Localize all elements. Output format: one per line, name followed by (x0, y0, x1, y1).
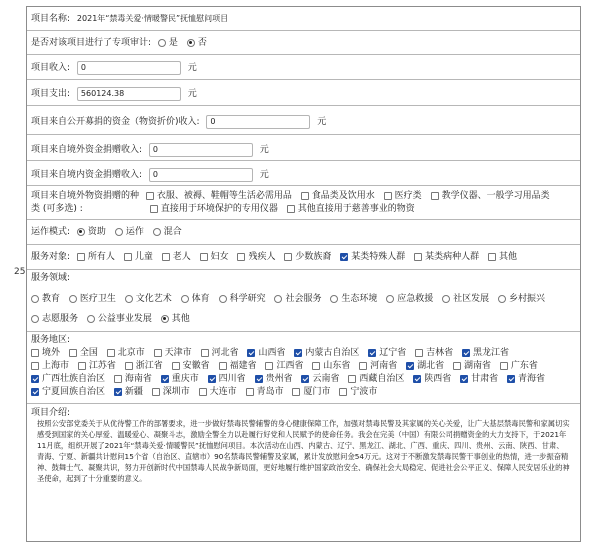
checkbox-checked[interactable] (208, 375, 216, 383)
operation-mode-label: 运作模式: (31, 227, 71, 237)
radio[interactable] (330, 295, 338, 303)
region-label: 四川省 (218, 374, 246, 384)
checkbox[interactable] (107, 349, 115, 357)
region-label: 青海省 (518, 374, 546, 384)
target-all-option[interactable] (77, 251, 115, 263)
field-education-option[interactable] (31, 293, 60, 305)
checkbox[interactable] (284, 253, 292, 261)
foreign-goods-label-2: 类 (可多选) : (31, 204, 83, 214)
checkbox[interactable] (339, 388, 347, 396)
region-label: 深圳市 (162, 387, 190, 397)
project-name-label: 项目名称: (31, 14, 71, 24)
checkbox-checked[interactable] (368, 349, 376, 357)
target-other-option[interactable] (488, 251, 517, 263)
checkbox-checked[interactable] (340, 253, 348, 261)
goods-other-option[interactable] (287, 203, 415, 215)
region-option[interactable] (31, 373, 105, 385)
field-label: 社区发展 (453, 294, 490, 304)
checkbox[interactable] (124, 253, 132, 261)
radio[interactable] (181, 295, 189, 303)
goods-daily-option[interactable] (146, 190, 292, 202)
checkbox[interactable] (201, 349, 209, 357)
field-welfare-option[interactable] (87, 313, 152, 325)
region-option[interactable] (247, 347, 285, 359)
region-option[interactable] (154, 347, 192, 359)
mode-mixed-option[interactable] (153, 226, 182, 238)
field-label: 社会服务 (285, 294, 322, 304)
foreign-funds-input[interactable]: 0 (149, 143, 253, 157)
field-label: 教育 (42, 294, 61, 304)
region-option[interactable] (415, 347, 453, 359)
checkbox[interactable] (265, 362, 273, 370)
region-option[interactable] (312, 360, 350, 372)
domestic-funds-unit: 元 (259, 170, 269, 180)
field-sports-option[interactable] (181, 293, 210, 305)
region-label: 海南省 (124, 374, 152, 384)
field-label: 乡村振兴 (509, 294, 546, 304)
checkbox[interactable] (125, 362, 133, 370)
mode-operate-option[interactable] (115, 226, 144, 238)
region-label: 广东省 (510, 361, 538, 371)
region-option[interactable] (31, 386, 105, 398)
public-funds-unit: 元 (317, 117, 327, 127)
goods-food-option[interactable] (301, 190, 375, 202)
region-label: 北京市 (117, 348, 145, 358)
mode-mixed-label: 混合 (163, 227, 182, 237)
region-option[interactable] (301, 373, 339, 385)
region-option[interactable] (31, 347, 60, 359)
region-option[interactable] (348, 373, 404, 385)
region-label: 内蒙古自治区 (305, 348, 360, 358)
target-disease-option[interactable] (414, 251, 479, 263)
audit-no-option[interactable] (187, 37, 207, 49)
checkbox-checked[interactable] (507, 375, 515, 383)
target-children-option[interactable] (124, 251, 153, 263)
radio-checked[interactable] (161, 315, 169, 323)
mode-fund-label: 资助 (87, 227, 106, 237)
service-field-label: 服务领域: (31, 273, 71, 283)
region-label: 宁夏回族自治区 (42, 387, 106, 397)
goods-medical-option[interactable] (384, 190, 422, 202)
region-label: 宁波市 (350, 387, 378, 397)
region-label: 福建省 (229, 361, 257, 371)
region-option[interactable] (507, 373, 545, 385)
radio[interactable] (77, 228, 85, 236)
region-option[interactable] (172, 360, 210, 372)
region-label: 厦门市 (303, 387, 331, 397)
checkbox[interactable] (69, 349, 77, 357)
region-label: 山东省 (323, 361, 351, 371)
audit-row (27, 31, 580, 55)
radio[interactable] (219, 295, 227, 303)
region-option[interactable] (208, 373, 246, 385)
radio-no[interactable] (187, 39, 195, 47)
goods-medical-label: 医疗类 (394, 191, 422, 201)
foreign-funds-label: 项目来自境外资金捐赠收入: (31, 145, 143, 155)
checkbox[interactable] (31, 349, 39, 357)
foreign-goods-label-1: 项目来自境外物资捐赠的种 (31, 191, 140, 201)
checkbox-checked[interactable] (413, 375, 421, 383)
region-label: 大连市 (209, 387, 237, 397)
mode-operate-label: 运作 (125, 227, 144, 237)
region-option[interactable] (161, 373, 199, 385)
region-option[interactable] (413, 373, 451, 385)
public-funds-label: 项目来自公开募捐的资金（物资折价)收入: (31, 117, 200, 127)
expense-unit: 元 (187, 89, 197, 99)
region-option[interactable] (199, 386, 237, 398)
region-label: 新疆 (124, 387, 143, 397)
radio[interactable] (31, 295, 39, 303)
checkbox[interactable] (287, 205, 295, 213)
target-label: 所有人 (87, 252, 115, 262)
checkbox[interactable] (246, 388, 254, 396)
checkbox[interactable] (162, 253, 170, 261)
target-label: 某类特殊人群 (351, 252, 406, 262)
checkbox[interactable] (114, 375, 122, 383)
radio[interactable] (125, 295, 133, 303)
field-label: 文化艺术 (135, 294, 172, 304)
intro-text: 按照公安部党委关于从优待警工作的部署要求，进一步做好禁毒民警辅警的身心健康保障工作，加强对禁毒民警及其家属的关心关爱，让广大基层禁毒民警和家属切实感受到国家的关心厚爱、温暖爱心、凝聚斗志，激励全警全力以赴履行好党和人民赋予的使命任务。我会在完美（中国）有限公司捐赠资金的大力支持下，于2021年11月底，组织开展了2021年“禁毒关爱·情暖警民”抚恤慰问项目。本次活动在山西、内蒙古、辽宁、黑龙江、湖北、广西、重庆、四川、贵州、云南、陕西、甘肃、青海、宁夏、新疆共计慰问15个省（自治区、直辖市）90名禁毒民警辅警及家属，累计发放慰问金54万元。这对于不断激发禁毒民警干事创业的热情，进一步振奋精神、鼓舞士气、凝聚共识，努力开创新时代中国禁毒人民战争新局面，更好地履行维护国家政治安全、确保社会大局稳定、促进社会公平正义、保障人民安居乐业的神圣使命，起到了十分重要的意义。 (37, 419, 570, 483)
public-funds-row (27, 106, 580, 135)
field-community-option[interactable] (442, 293, 489, 305)
checkbox-checked[interactable] (460, 375, 468, 383)
project-form (26, 6, 581, 542)
region-label: 江苏省 (88, 361, 116, 371)
foreign-funds-unit: 元 (259, 145, 269, 155)
checkbox-checked[interactable] (294, 349, 302, 357)
region-option[interactable] (246, 386, 284, 398)
region-option[interactable] (78, 360, 116, 372)
domestic-funds-label: 项目来自境内资金捐赠收入: (31, 170, 143, 180)
audit-yes-label: 是 (168, 38, 178, 48)
checkbox[interactable] (199, 388, 207, 396)
region-label: 广西壮族自治区 (42, 374, 106, 384)
region-label: 西藏自治区 (359, 374, 405, 384)
field-medical-option[interactable] (69, 293, 116, 305)
checkbox[interactable] (312, 362, 320, 370)
region-option[interactable] (201, 347, 239, 359)
radio[interactable] (442, 295, 450, 303)
radio-yes[interactable] (158, 39, 166, 47)
intro-row (27, 404, 580, 543)
field-rescue-option[interactable] (386, 293, 433, 305)
region-option[interactable] (114, 386, 143, 398)
checkbox[interactable] (200, 253, 208, 261)
region-label: 境外 (42, 348, 61, 358)
target-disabled-option[interactable] (237, 251, 275, 263)
checkbox-checked[interactable] (31, 388, 39, 396)
radio[interactable] (69, 295, 77, 303)
region-option[interactable] (500, 360, 538, 372)
field-culture-option[interactable] (125, 293, 172, 305)
region-option[interactable] (152, 386, 190, 398)
target-label: 其他 (499, 252, 518, 262)
service-target-row (27, 245, 580, 270)
income-row (27, 55, 580, 80)
service-target-label: 服务对象: (31, 252, 71, 262)
region-label: 湖南省 (464, 361, 492, 371)
field-label: 体育 (191, 294, 210, 304)
region-label: 河北省 (211, 348, 239, 358)
region-label: 安徽省 (182, 361, 210, 371)
region-option[interactable] (265, 360, 303, 372)
expense-label: 项目支出: (31, 89, 71, 99)
radio[interactable] (274, 295, 282, 303)
field-label: 生态环境 (341, 294, 378, 304)
goods-teaching-option[interactable] (431, 190, 550, 202)
income-label: 项目收入: (31, 63, 71, 73)
checkbox[interactable] (78, 362, 86, 370)
expense-input[interactable]: 560124.38 (77, 87, 181, 101)
target-special-option[interactable] (340, 251, 405, 263)
region-label: 吉林省 (426, 348, 454, 358)
checkbox-checked[interactable] (406, 362, 414, 370)
project-name-row (27, 7, 580, 31)
goods-food-label: 食品类及饮用水 (311, 191, 375, 201)
region-label: 上海市 (42, 361, 70, 371)
checkbox[interactable] (146, 192, 154, 200)
region-option[interactable] (69, 347, 98, 359)
region-label: 陕西省 (424, 374, 452, 384)
radio[interactable] (87, 315, 95, 323)
expense-row (27, 80, 580, 106)
domestic-funds-row (27, 161, 580, 186)
radio[interactable] (386, 295, 394, 303)
checkbox[interactable] (77, 253, 85, 261)
region-label: 甘肃省 (471, 374, 499, 384)
foreign-goods-row (27, 186, 580, 220)
region-option[interactable] (107, 347, 145, 359)
goods-env-option[interactable] (150, 203, 278, 215)
region-option[interactable] (294, 347, 359, 359)
service-region-row (27, 332, 580, 404)
goods-env-label: 直接用于环境保护的专用仪器 (160, 204, 278, 214)
field-rural-option[interactable] (498, 293, 545, 305)
region-label: 山西省 (258, 348, 286, 358)
audit-yes-option[interactable] (158, 37, 178, 49)
checkbox-checked[interactable] (114, 388, 122, 396)
region-option[interactable] (31, 360, 69, 372)
income-input[interactable]: 0 (77, 61, 181, 75)
checkbox[interactable] (150, 205, 158, 213)
checkbox[interactable] (431, 192, 439, 200)
region-label: 河南省 (370, 361, 398, 371)
income-unit: 元 (187, 63, 197, 73)
checkbox-checked[interactable] (161, 375, 169, 383)
target-label: 少数族裔 (295, 252, 332, 262)
mode-fund-option[interactable] (77, 226, 106, 238)
checkbox[interactable] (453, 362, 461, 370)
region-option[interactable] (462, 347, 509, 359)
checkbox[interactable] (237, 253, 245, 261)
field-label: 公益事业发展 (97, 314, 152, 324)
region-option[interactable] (292, 386, 330, 398)
checkbox[interactable] (172, 362, 180, 370)
goods-other-label: 其他直接用于慈善事业的物资 (297, 204, 415, 214)
region-label: 云南省 (312, 374, 340, 384)
region-label: 重庆市 (171, 374, 199, 384)
region-option[interactable] (219, 360, 257, 372)
checkbox[interactable] (359, 362, 367, 370)
foreign-funds-row (27, 135, 580, 161)
region-label: 全国 (79, 348, 98, 358)
region-option[interactable] (359, 360, 397, 372)
checkbox-checked[interactable] (301, 375, 309, 383)
checkbox[interactable] (301, 192, 309, 200)
public-funds-input[interactable]: 0 (206, 115, 310, 129)
project-name-value: 2021年“禁毒关爱·情暖警民”抚恤慰问项目 (76, 14, 229, 23)
target-label: 某类病种人群 (425, 252, 480, 262)
radio[interactable] (498, 295, 506, 303)
region-option[interactable] (255, 373, 293, 385)
region-label: 天津市 (164, 348, 192, 358)
audit-label: 是否对该项目进行了专项审计: (31, 38, 152, 48)
checkbox[interactable] (384, 192, 392, 200)
target-label: 老人 (172, 252, 191, 262)
region-label: 青岛市 (256, 387, 284, 397)
page-marker: 25 (14, 267, 26, 277)
field-label: 医疗卫生 (79, 294, 116, 304)
service-field-row (27, 270, 580, 332)
checkbox[interactable] (415, 349, 423, 357)
field-science-option[interactable] (219, 293, 266, 305)
operation-mode-row (27, 220, 580, 245)
checkbox[interactable] (414, 253, 422, 261)
checkbox-checked[interactable] (247, 349, 255, 357)
region-label: 贵州省 (265, 374, 293, 384)
target-minority-option[interactable] (284, 251, 331, 263)
region-label: 湖北省 (417, 361, 445, 371)
goods-daily-label: 衣服、被褥、鞋帽等生活必需用品 (156, 191, 292, 201)
checkbox[interactable] (292, 388, 300, 396)
field-label: 志愿服务 (42, 314, 79, 324)
checkbox[interactable] (152, 388, 160, 396)
field-social-option[interactable] (274, 293, 321, 305)
target-label: 儿童 (134, 252, 153, 262)
target-label: 妇女 (210, 252, 229, 262)
region-label: 黑龙江省 (473, 348, 510, 358)
checkbox[interactable] (154, 349, 162, 357)
field-other-option[interactable] (161, 313, 190, 325)
region-option[interactable] (114, 373, 152, 385)
field-volunteer-option[interactable] (31, 313, 78, 325)
checkbox[interactable] (31, 362, 39, 370)
checkbox[interactable] (500, 362, 508, 370)
audit-no-label: 否 (197, 38, 207, 48)
region-label: 辽宁省 (379, 348, 407, 358)
field-label: 其他 (171, 314, 190, 324)
radio[interactable] (31, 315, 39, 323)
region-option[interactable] (368, 347, 406, 359)
domestic-funds-input[interactable]: 0 (149, 168, 253, 182)
checkbox-checked[interactable] (31, 375, 39, 383)
region-option[interactable] (125, 360, 163, 372)
region-label: 江西省 (276, 361, 304, 371)
target-label: 残疾人 (248, 252, 276, 262)
checkbox[interactable] (219, 362, 227, 370)
checkbox[interactable] (348, 375, 356, 383)
region-option[interactable] (460, 373, 498, 385)
field-label: 应急救援 (397, 294, 434, 304)
radio[interactable] (153, 228, 161, 236)
checkbox-checked[interactable] (255, 375, 263, 383)
region-option[interactable] (453, 360, 491, 372)
region-option[interactable] (406, 360, 444, 372)
goods-teaching-label: 教学仪器、一般学习用品类 (441, 191, 550, 201)
checkbox-checked[interactable] (462, 349, 470, 357)
target-women-option[interactable] (200, 251, 229, 263)
checkbox[interactable] (488, 253, 496, 261)
service-region-label: 服务地区: (31, 335, 71, 345)
region-label: 浙江省 (135, 361, 163, 371)
intro-label: 项目介绍: (31, 408, 71, 418)
target-elderly-option[interactable] (162, 251, 191, 263)
region-option[interactable] (339, 386, 377, 398)
field-label: 科学研究 (229, 294, 266, 304)
radio[interactable] (115, 228, 123, 236)
field-ecology-option[interactable] (330, 293, 377, 305)
